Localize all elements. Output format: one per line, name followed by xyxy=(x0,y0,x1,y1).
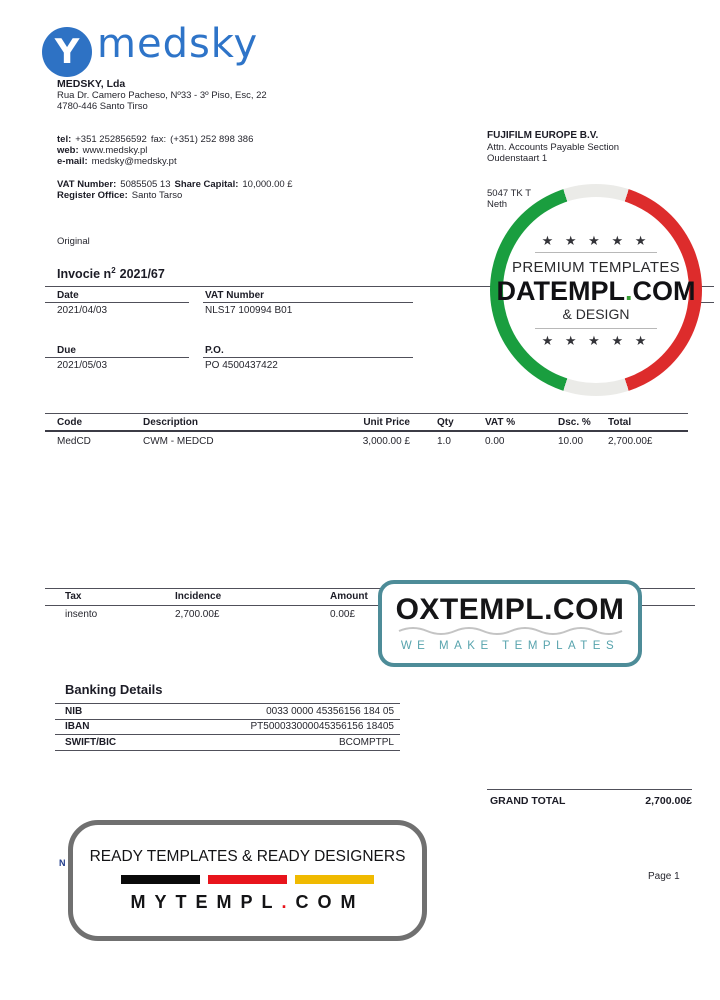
grand-total-value: 2,700.00£ xyxy=(645,795,692,807)
due-underline xyxy=(45,357,189,358)
oxtempl-brand: OXTEMPL.COM xyxy=(395,593,625,626)
logo-wordmark: medsky xyxy=(97,21,259,67)
share-capital-value: 10,000.00 £ xyxy=(242,179,293,190)
tax-header-amount: Amount xyxy=(330,591,368,602)
tax-amount: 0.00£ xyxy=(330,609,356,620)
mytempl-watermark-badge xyxy=(68,820,427,941)
item-unit-price: 3,000.00 £ xyxy=(362,436,410,447)
item-description: CWM - MEDCD xyxy=(143,436,214,447)
banking-title: Banking Details xyxy=(65,682,163,697)
client-country: Neth xyxy=(487,199,508,210)
banking-rule-3 xyxy=(55,734,400,735)
invoice-title-sup: 2 xyxy=(111,266,116,275)
mytempl-brand-dot: . xyxy=(281,892,296,912)
bar-black-icon xyxy=(121,875,200,884)
company-vat-line xyxy=(57,179,293,190)
items-header-dsc: Dsc. % xyxy=(558,417,591,428)
fax-label: fax: xyxy=(150,134,167,145)
mytempl-slogan: READY TEMPLATES & READY DESIGNERS xyxy=(89,848,406,865)
swift-label: SWIFT/BIC xyxy=(65,737,117,748)
datempl-brand xyxy=(497,276,696,306)
company-name: MEDSKY, Lda xyxy=(57,78,126,90)
due-value: 2021/05/03 xyxy=(57,360,108,371)
tax-name: insento xyxy=(65,609,98,620)
grand-total-rule xyxy=(487,789,692,790)
bar-red-icon xyxy=(208,875,287,884)
register-office-label: Register Office: xyxy=(57,190,128,201)
datempl-brand-name: DATEMPL xyxy=(496,275,625,306)
invoice-title-prefix: Invocie n xyxy=(57,267,112,282)
star-rating-icon-top: ★ ★ ★ ★ ★ xyxy=(541,232,651,248)
tel-label: tel: xyxy=(57,134,72,145)
copy-label: Original xyxy=(57,236,90,247)
mytempl-brand-name: MYTEMPL xyxy=(130,892,282,912)
item-code: MedCD xyxy=(57,436,91,447)
swift-value: BCOMPTPL xyxy=(338,737,394,748)
date-value: 2021/04/03 xyxy=(57,305,108,316)
vat-number-label: VAT Number: xyxy=(57,179,117,190)
items-header-unit-price: Unit Price xyxy=(363,417,410,428)
iban-value: PT500033000045356156 18405 xyxy=(250,721,394,732)
company-tel-line xyxy=(57,134,253,145)
grand-total-label: GRAND TOTAL xyxy=(490,795,566,807)
datempl-premium-text: PREMIUM TEMPLATES xyxy=(512,258,680,276)
po-label: P.O. xyxy=(205,345,224,356)
fax-value: (+351) 252 898 386 xyxy=(170,134,254,145)
datempl-watermark-badge xyxy=(490,184,702,396)
tax-incidence: 2,700.00£ xyxy=(175,609,220,620)
item-vat: 0.00 xyxy=(485,436,505,447)
datempl-divider-bottom xyxy=(535,328,657,329)
web-value: www.medsky.pl xyxy=(82,145,148,156)
date-label: Date xyxy=(57,290,79,301)
oxtempl-watermark-badge xyxy=(378,580,642,667)
client-postal: 5047 TK T xyxy=(487,188,532,199)
page-number: Page 1 xyxy=(648,871,680,882)
item-dsc: 10.00 xyxy=(558,436,584,447)
datempl-design-text: & DESIGN xyxy=(562,305,630,322)
datempl-brand-tld: COM xyxy=(632,275,696,306)
wave-divider-icon xyxy=(398,625,623,637)
datempl-brand-dot: . xyxy=(625,275,633,306)
company-web-line xyxy=(57,145,147,156)
nib-value: 0033 0000 45356156 184 05 xyxy=(266,706,394,717)
po-value: PO 4500437422 xyxy=(205,360,278,371)
banking-rule-2 xyxy=(55,719,400,720)
invoice-title-number: 2021/67 xyxy=(119,267,165,282)
vat-number-value: 5085505 13 xyxy=(120,179,171,190)
tax-header-incidence: Incidence xyxy=(175,591,222,602)
vat-value: NLS17 100994 B01 xyxy=(205,305,293,316)
company-address-line2: 4780-446 Santo Tirso xyxy=(57,101,148,112)
items-header-code: Code xyxy=(57,417,82,428)
mytempl-brand xyxy=(130,892,364,913)
items-table-header-rule xyxy=(45,430,688,432)
items-header-description: Description xyxy=(143,417,199,428)
vat-underline xyxy=(203,302,413,303)
datempl-divider-top xyxy=(535,252,657,253)
po-underline xyxy=(203,357,413,358)
iban-label: IBAN xyxy=(65,721,90,732)
invoice-title xyxy=(57,264,165,281)
medsky-logo-icon xyxy=(42,27,92,77)
vat-header-label: VAT Number xyxy=(205,290,265,301)
items-table-top-rule xyxy=(45,413,688,414)
logo-letter: Y xyxy=(54,32,80,72)
tax-header-tax: Tax xyxy=(65,591,82,602)
bar-gold-icon xyxy=(295,875,374,884)
company-address-line1: Rua Dr. Camero Pacheso, Nº33 - 3º Piso, Esc, 22 xyxy=(57,90,267,101)
client-name: FUJIFILM EUROPE B.V. xyxy=(487,130,599,141)
banking-rule-4 xyxy=(55,750,400,751)
register-office-value: Santo Tarso xyxy=(131,190,183,201)
items-header-vat: VAT % xyxy=(485,417,516,428)
hidden-text-fragment: N xyxy=(59,858,66,868)
oxtempl-tagline: WE MAKE TEMPLATES xyxy=(400,640,620,652)
company-register-line xyxy=(57,190,182,201)
mytempl-brand-tld: COM xyxy=(295,892,365,912)
date-underline xyxy=(45,302,189,303)
banking-rule-1 xyxy=(55,703,400,704)
share-capital-label: Share Capital: xyxy=(174,179,239,190)
web-label: web: xyxy=(57,145,79,156)
item-qty: 1.0 xyxy=(437,436,451,447)
tel-value: +351 252856592 xyxy=(75,134,147,145)
items-header-total: Total xyxy=(608,417,632,428)
email-value: medsky@medsky.pt xyxy=(91,156,177,167)
nib-label: NIB xyxy=(65,706,83,717)
due-label: Due xyxy=(57,345,76,356)
company-email-line xyxy=(57,156,177,167)
star-rating-icon-bottom: ★ ★ ★ ★ ★ xyxy=(541,332,651,348)
email-label: e-mail: xyxy=(57,156,88,167)
item-total: 2,700.00£ xyxy=(608,436,653,447)
items-header-qty: Qty xyxy=(437,417,454,428)
client-attn: Attn. Accounts Payable Section xyxy=(487,142,620,153)
german-flag-bars-icon xyxy=(121,875,374,884)
client-address: Oudenstaart 1 xyxy=(487,153,548,164)
